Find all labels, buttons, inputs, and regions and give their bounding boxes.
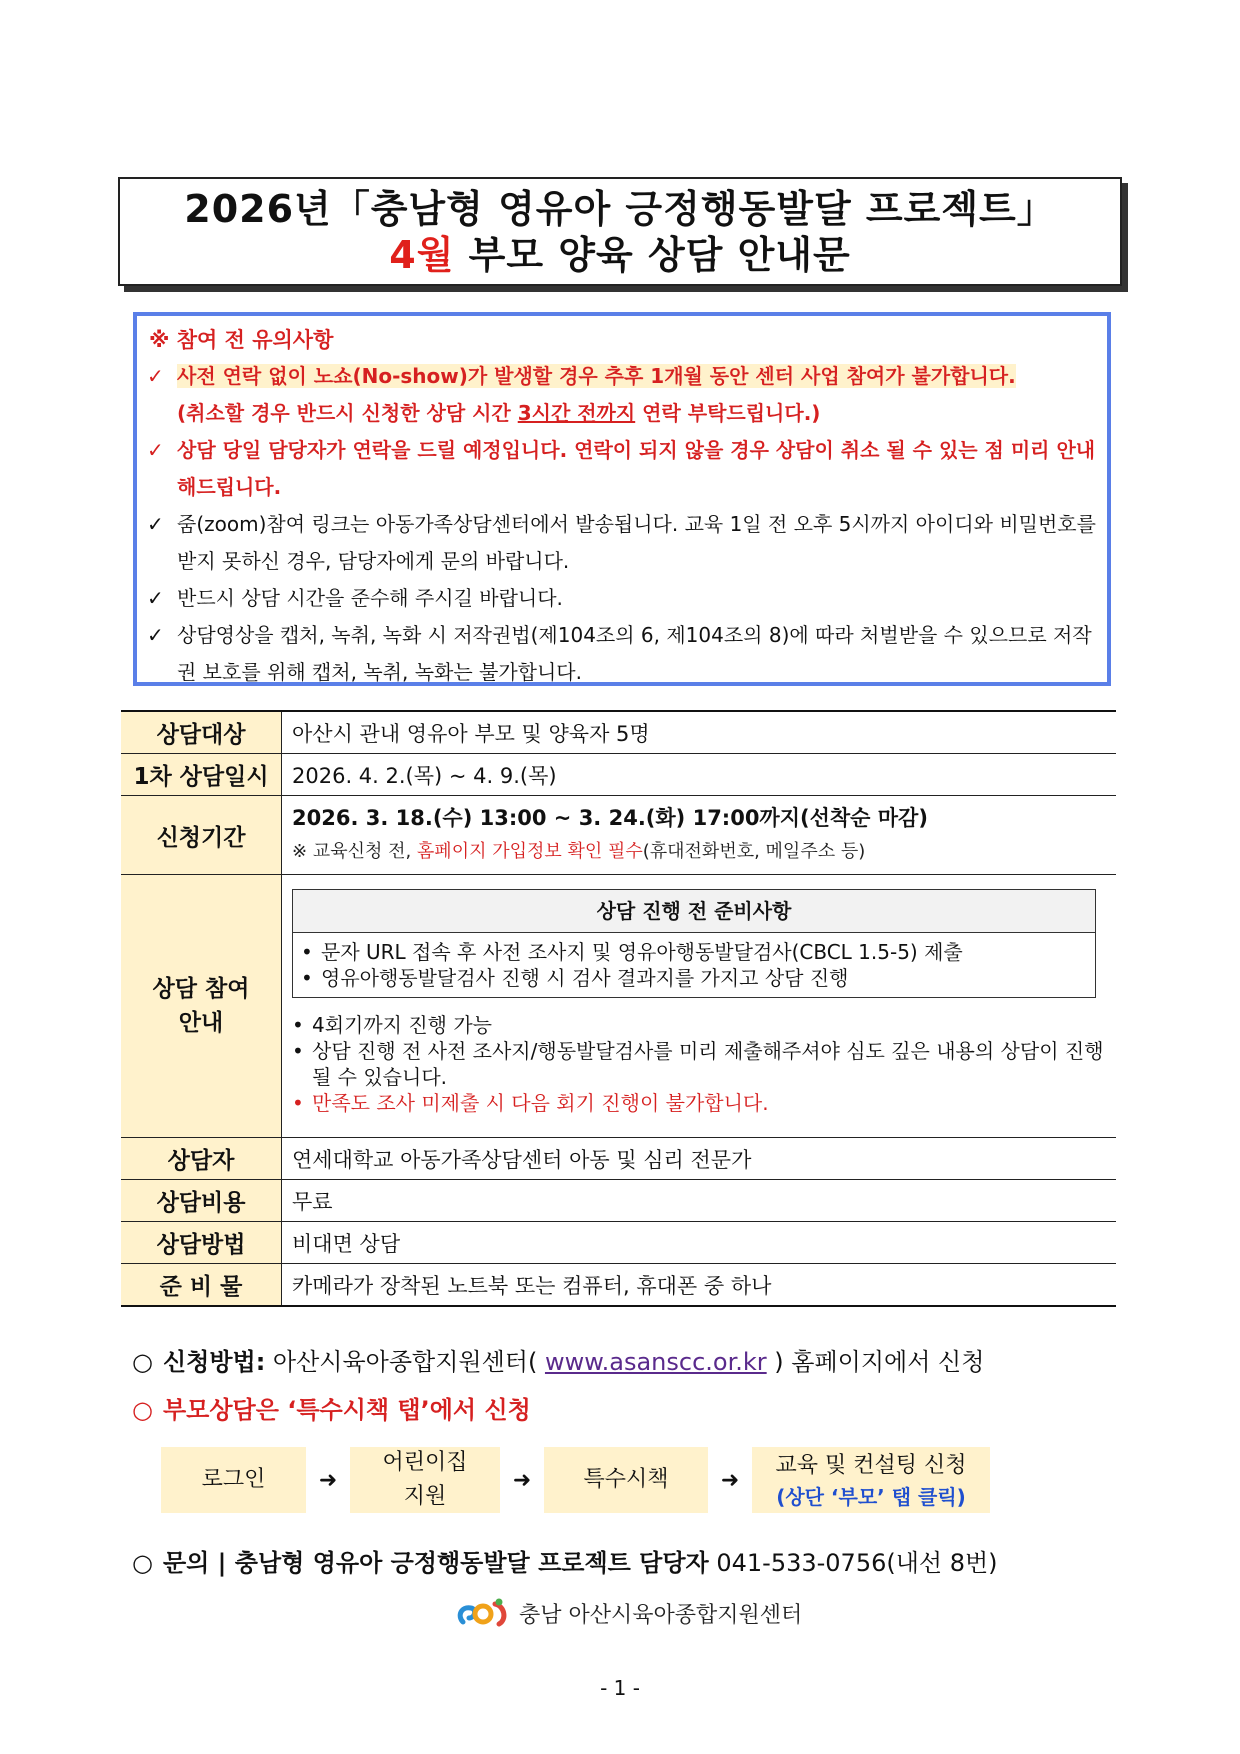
org-logo (455, 1596, 802, 1630)
list-item: • 만족도 조사 미제출 시 다음 회기 진행이 불가합니다. (292, 1090, 1108, 1116)
prep-item: 문자 URL 접속 후 사전 조사지 및 영유아행동발달검사(CBCL 1.5-5) 제출 (321, 940, 963, 964)
notice-item-time (143, 580, 1097, 617)
tab-note-line (132, 1393, 531, 1427)
method-value: 비대면 상담 (282, 1222, 1117, 1264)
title-line-1: 2026년「충남형 영유아 긍정행동발달 프로젝트」 (184, 186, 1056, 231)
period-note-b: (휴대전화번호, 메일주소 등) (642, 841, 866, 862)
flow-step-login (161, 1447, 306, 1513)
circle-bullet-icon: ○ (132, 1348, 153, 1376)
title-month: 4월 (389, 232, 455, 277)
table-row (121, 754, 1116, 796)
arrow-right-icon: ➜ (318, 1467, 338, 1493)
prep-list (293, 933, 1095, 997)
materials-label: 준 비 물 (121, 1264, 282, 1307)
flow-step-label: 로그인 (201, 1467, 266, 1492)
check-icon: ✓ (147, 512, 164, 536)
period-label: 신청기간 (121, 796, 282, 875)
notice-time-text: 반드시 상담 시간을 준수해 주시길 바랍니다. (177, 586, 563, 610)
title-line-2-rest: 부모 양육 상담 안내문 (454, 232, 851, 277)
arrow-right-icon: ➜ (512, 1467, 532, 1493)
prep-item: 영유아행동발달검사 진행 시 검사 결과지를 가지고 상담 진행 (321, 966, 849, 990)
apply-text-b: ) 홈페이지에서 신청 (766, 1348, 985, 1376)
document-title-box (118, 177, 1122, 286)
logo-icon (455, 1596, 511, 1630)
guide-label-1: 상담 참여 (152, 976, 250, 1002)
table-row (121, 1222, 1116, 1264)
flow-step-label: 특수시책 (583, 1467, 669, 1492)
period-value: 2026. 3. 18.(수) 13:00 ~ 3. 24.(화) 17:00까지(선착순 마감) (292, 806, 928, 830)
website-link[interactable]: www.asanscc.or.kr (544, 1348, 767, 1376)
notice-zoom-text: 줌(zoom)참여 링크는 아동가족상담센터에서 발송됩니다. 교육 1일 전 오후 5시까지 아이디와 비밀번호를 받지 못하신 경우, 담당자에게 문의 바랍니다. (177, 512, 1096, 573)
target-label: 상담대상 (121, 711, 282, 754)
tab-note: 부모상담은 ‘특수시책 탭’에서 신청 (162, 1396, 531, 1424)
org-name: 충남 아산시육아종합지원센터 (519, 1602, 803, 1628)
cost-label: 상담비용 (121, 1180, 282, 1222)
title-line-2 (389, 232, 850, 278)
counselor-label: 상담자 (121, 1138, 282, 1180)
notice-item-copyright (143, 617, 1097, 691)
check-icon: ✓ (147, 623, 164, 647)
period-note-a: ※ 교육신청 전, (292, 841, 417, 862)
check-icon: ✓ (147, 586, 164, 610)
target-value: 아산시 관내 영유아 부모 및 양육자 5명 (282, 711, 1117, 754)
notice-item-contact (143, 432, 1097, 506)
method-label: 상담방법 (121, 1222, 282, 1264)
table-row (121, 875, 1116, 1138)
notice-item-noshow (143, 358, 1097, 432)
flow-step-label: 지원 (403, 1484, 447, 1509)
circle-bullet-icon: ○ (132, 1396, 153, 1424)
table-row (121, 1138, 1116, 1180)
prep-box (292, 889, 1096, 998)
notice-cancel-b: 연락 부탁드립니다.) (635, 401, 821, 425)
contact-phone: 041-533-0756(내선 8번) (708, 1549, 998, 1577)
guide-item: 만족도 조사 미제출 시 다음 회기 진행이 불가합니다. (312, 1091, 769, 1115)
materials-value: 카메라가 장착된 노트북 또는 컴퓨터, 휴대폰 중 하나 (282, 1264, 1117, 1307)
list-item: • 4회기까지 진행 가능 (292, 1012, 1108, 1038)
apply-text-a: 아산시육아종합지원센터( (265, 1348, 545, 1376)
notice-contact-text: 상담 당일 담당자가 연락을 드릴 예정입니다. 연락이 되지 않을 경우 상담이 취소 될 수 있는 점 미리 안내해드립니다. (177, 438, 1096, 499)
counselor-value: 연세대학교 아동가족상담센터 아동 및 심리 전문가 (282, 1138, 1117, 1180)
notice-cancel-underline: 3시간 전까지 (517, 401, 636, 425)
table-row (121, 1264, 1116, 1307)
table-row (121, 796, 1116, 875)
date-value: 2026. 4. 2.(목) ~ 4. 9.(목) (282, 754, 1117, 796)
page-number: - 1 - (600, 1676, 640, 1700)
date-label: 1차 상담일시 (121, 754, 282, 796)
notice-cancel-a: (취소할 경우 반드시 신청한 상담 시간 (177, 401, 518, 425)
circle-bullet-icon: ○ (132, 1549, 153, 1577)
notice-item-zoom (143, 506, 1097, 580)
flow-step-education (752, 1447, 990, 1513)
period-note (292, 835, 1106, 869)
flow-step-label: 어린이집 (382, 1450, 468, 1475)
list-item: • 문자 URL 접속 후 사전 조사지 및 영유아행동발달검사(CBCL 1.5-5) 제출 (301, 939, 1087, 965)
contact-line (132, 1546, 998, 1580)
flow-step-label: 교육 및 컨설팅 신청 (775, 1453, 967, 1478)
check-icon: ✓ (147, 364, 164, 388)
cost-value: 무료 (282, 1180, 1117, 1222)
apply-method-line (132, 1345, 984, 1379)
flow-step-sub: (상단 ‘부모’ 탭 클릭) (776, 1485, 966, 1509)
contact-label: 문의 | 충남형 영유아 긍정행동발달 프로젝트 담당자 (162, 1549, 709, 1577)
prep-title: 상담 진행 전 준비사항 (293, 890, 1095, 933)
info-table (121, 710, 1116, 1307)
apply-label: 신청방법: (162, 1348, 266, 1376)
list-item: • 상담 진행 전 사전 조사지/행동발달검사를 미리 제출해주셔야 심도 깊은 내용의 상담이 진행될 수 있습니다. (292, 1038, 1108, 1090)
flow-step-daycare (350, 1447, 500, 1513)
guide-list (282, 998, 1116, 1126)
notice-copyright-text: 상담영상을 캡처, 녹취, 녹화 시 저작권법(제104조의 6, 제104조의 8)에 따라 처벌받을 수 있으므로 저작권 보호를 위해 캡처, 녹취, 녹화는 불가합니다. (177, 623, 1092, 684)
check-icon: ✓ (147, 438, 164, 462)
flow-step-special (544, 1447, 708, 1513)
table-row (121, 711, 1116, 754)
notice-noshow-text: 사전 연락 없이 노쇼(No-show)가 발생할 경우 추후 1개월 동안 센터 사업 참여가 불가합니다. (177, 364, 1016, 388)
period-note-red: 홈페이지 가입정보 확인 필수 (416, 841, 643, 862)
notice-header: ※ 참여 전 유의사항 (149, 328, 334, 352)
guide-item: 4회기까지 진행 가능 (312, 1013, 492, 1037)
list-item: • 영유아행동발달검사 진행 시 검사 결과지를 가지고 상담 진행 (301, 965, 1087, 991)
guide-label (121, 875, 282, 1138)
application-flow (161, 1447, 990, 1513)
guide-label-2: 안내 (178, 1010, 224, 1036)
table-row (121, 1180, 1116, 1222)
arrow-right-icon: ➜ (720, 1467, 740, 1493)
notice-box (133, 312, 1111, 686)
guide-item: 상담 진행 전 사전 조사지/행동발달검사를 미리 제출해주셔야 심도 깊은 내용의 상담이 진행될 수 있습니다. (312, 1039, 1104, 1089)
